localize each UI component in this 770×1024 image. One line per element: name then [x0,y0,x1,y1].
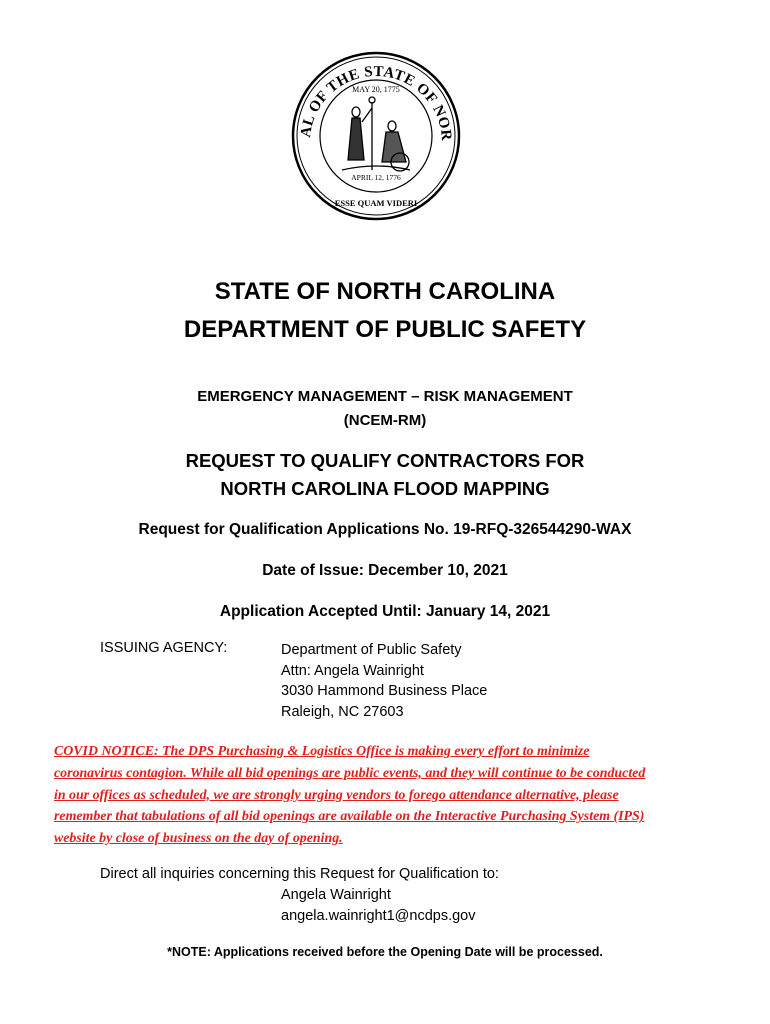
division-abbrev: (NCEM-RM) [343,412,427,429]
inquiries-intro: Direct all inquiries concerning this Request for Qualification to: [100,866,499,882]
covid-notice-line: coronavirus contagion. While all bid openings are public events, and they will continue to be conducted [54,765,646,781]
covid-notice-line: remember that tabulations of all bid openings are available on the Interactive Purchasing System (IPS) [54,809,645,825]
issue-date: Date of Issue: December 10, 2021 [262,562,508,579]
issuing-agency-label: ISSUING AGENCY: [100,640,228,656]
division-heading: EMERGENCY MANAGEMENT – RISK MANAGEMENT [197,388,573,405]
state-heading: STATE OF NORTH CAROLINA [214,278,556,305]
contact-name: Angela Wainright [281,887,391,903]
agency-line: Raleigh, NC 27603 [281,704,404,721]
title-line-1: REQUEST TO QUALIFY CONTRACTORS FOR [185,450,585,471]
seal-graphic [290,50,462,222]
covid-notice-line: COVID NOTICE: The DPS Purchasing & Logistics Office is making every effort to minimize [54,744,590,759]
svg-text:MAY 20, 1775: MAY 20, 1775 [352,85,400,94]
svg-text:ESSE QUAM VIDERI: ESSE QUAM VIDERI [334,198,418,208]
agency-line: 3030 Hammond Business Place [281,683,488,700]
department-heading: DEPARTMENT OF PUBLIC SAFETY [183,316,587,343]
contact-block [281,885,475,926]
rfq-number: Request for Qualification Applications No. 19-RFQ-326544290-WAX [138,521,632,538]
agency-line: Attn: Angela Wainright [281,662,424,679]
contact-email[interactable]: angela.wainright1@ncdps.gov [281,907,476,924]
issuing-agency-address [281,640,487,723]
covid-notice-line: website by close of business on the day of opening. [54,831,343,847]
covid-notice-line: in our offices as scheduled, we are strongly urging vendors to forego attendance alternative, please [54,787,619,803]
svg-text:APRIL 12, 1776: APRIL 12, 1776 [351,173,401,182]
applications-note: *NOTE: Applications received before the Opening Date will be processed. [167,945,603,959]
agency-line: Department of Public Safety [281,642,462,658]
state-seal [290,50,462,222]
covid-notice [54,741,714,850]
title-line-2: NORTH CAROLINA FLOOD MAPPING [220,478,550,499]
accepted-until: Application Accepted Until: January 14, 2021 [219,603,551,620]
svg-text:THE GREAT SEAL OF THE STATE OF: AL OF THE STATE OF NOR [298,63,455,142]
